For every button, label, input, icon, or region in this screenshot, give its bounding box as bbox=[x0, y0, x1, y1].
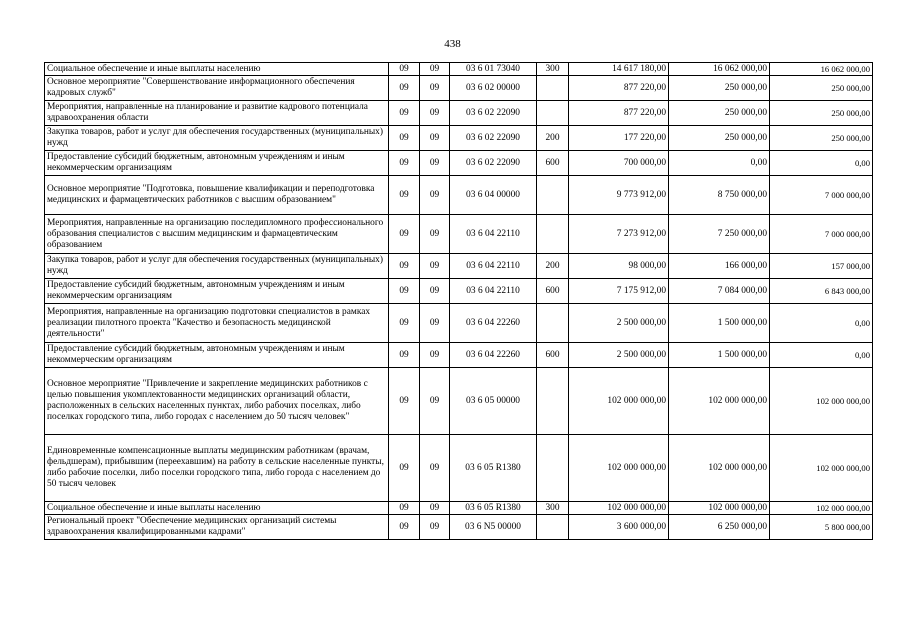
table-row bbox=[45, 254, 873, 279]
row-expense-type-cell: 200 bbox=[537, 126, 569, 151]
row-sum-3-cell: 250 000,00 bbox=[770, 76, 873, 101]
table-row bbox=[45, 215, 873, 254]
row-sum-3-cell: 0,00 bbox=[770, 304, 873, 343]
budget-table bbox=[44, 62, 873, 540]
table-row bbox=[45, 515, 873, 540]
row-expense-type-cell: 200 bbox=[537, 254, 569, 279]
row-target-article-cell: 03 6 04 22260 bbox=[450, 304, 537, 343]
row-sum-3-cell: 7 000 000,00 bbox=[770, 176, 873, 215]
table-row bbox=[45, 151, 873, 176]
row-section-cell: 09 bbox=[389, 502, 420, 515]
row-target-article-cell: 03 6 02 22090 bbox=[450, 101, 537, 126]
row-sum-1-cell: 98 000,00 bbox=[569, 254, 669, 279]
row-sum-3-cell: 102 000 000,00 bbox=[770, 435, 873, 502]
row-name-cell: Предоставление субсидий бюджетным, автономным учреждениям и иным некоммерческим организациям bbox=[45, 151, 389, 176]
row-sum-3-cell: 7 000 000,00 bbox=[770, 215, 873, 254]
table-body bbox=[45, 63, 873, 540]
row-subsection-cell: 09 bbox=[420, 176, 450, 215]
row-section-cell: 09 bbox=[389, 101, 420, 126]
row-sum-1-cell: 14 617 180,00 bbox=[569, 63, 669, 76]
row-sum-1-cell: 3 600 000,00 bbox=[569, 515, 669, 540]
row-sum-3-cell: 102 000 000,00 bbox=[770, 368, 873, 435]
table-row bbox=[45, 76, 873, 101]
row-expense-type-cell bbox=[537, 515, 569, 540]
row-subsection-cell: 09 bbox=[420, 515, 450, 540]
row-subsection-cell: 09 bbox=[420, 76, 450, 101]
row-sum-3-cell: 102 000 000,00 bbox=[770, 502, 873, 515]
row-target-article-cell: 03 6 04 22110 bbox=[450, 279, 537, 304]
row-sum-1-cell: 102 000 000,00 bbox=[569, 368, 669, 435]
row-name-cell: Мероприятия, направленные на планирование и развитие кадрового потенциала здравоохранения области bbox=[45, 101, 389, 126]
row-name-cell: Мероприятия, направленные на организацию последипломного профессионального образования специалистов с высшим медицинским и фармацевтическим образованием bbox=[45, 215, 389, 254]
row-sum-3-cell: 5 800 000,00 bbox=[770, 515, 873, 540]
row-target-article-cell: 03 6 02 22090 bbox=[450, 126, 537, 151]
row-subsection-cell: 09 bbox=[420, 502, 450, 515]
row-target-article-cell: 03 6 02 00000 bbox=[450, 76, 537, 101]
row-sum-3-cell: 250 000,00 bbox=[770, 101, 873, 126]
table-row bbox=[45, 368, 873, 435]
row-target-article-cell: 03 6 01 73040 bbox=[450, 63, 537, 76]
table-row bbox=[45, 279, 873, 304]
row-subsection-cell: 09 bbox=[420, 279, 450, 304]
row-subsection-cell: 09 bbox=[420, 343, 450, 368]
row-name-cell: Основное мероприятие "Подготовка, повышение квалификации и переподготовка медицинских и фармацевтических работников с высшим образованием" bbox=[45, 176, 389, 215]
row-sum-2-cell: 166 000,00 bbox=[669, 254, 770, 279]
row-sum-2-cell: 16 062 000,00 bbox=[669, 63, 770, 76]
row-name-cell: Мероприятия, направленные на организацию подготовки специалистов в рамках реализации пилотного проекта "Качество и безопасность медицинской деятельности" bbox=[45, 304, 389, 343]
row-sum-2-cell: 7 084 000,00 bbox=[669, 279, 770, 304]
table-row bbox=[45, 343, 873, 368]
row-target-article-cell: 03 6 04 22110 bbox=[450, 215, 537, 254]
row-sum-3-cell: 0,00 bbox=[770, 151, 873, 176]
table-row bbox=[45, 126, 873, 151]
row-name-cell: Закупка товаров, работ и услуг для обеспечения государственных (муниципальных) нужд bbox=[45, 126, 389, 151]
row-target-article-cell: 03 6 04 22110 bbox=[450, 254, 537, 279]
row-sum-2-cell: 250 000,00 bbox=[669, 76, 770, 101]
row-target-article-cell: 03 6 05 R1380 bbox=[450, 435, 537, 502]
row-sum-2-cell: 102 000 000,00 bbox=[669, 368, 770, 435]
row-expense-type-cell bbox=[537, 176, 569, 215]
row-sum-1-cell: 9 773 912,00 bbox=[569, 176, 669, 215]
row-sum-1-cell: 877 220,00 bbox=[569, 101, 669, 126]
row-expense-type-cell: 300 bbox=[537, 502, 569, 515]
row-sum-3-cell: 16 062 000,00 bbox=[770, 63, 873, 76]
row-sum-1-cell: 700 000,00 bbox=[569, 151, 669, 176]
row-section-cell: 09 bbox=[389, 343, 420, 368]
row-sum-3-cell: 0,00 bbox=[770, 343, 873, 368]
row-sum-3-cell: 157 000,00 bbox=[770, 254, 873, 279]
row-sum-2-cell: 6 250 000,00 bbox=[669, 515, 770, 540]
row-sum-2-cell: 1 500 000,00 bbox=[669, 304, 770, 343]
row-sum-2-cell: 102 000 000,00 bbox=[669, 435, 770, 502]
row-target-article-cell: 03 6 05 R1380 bbox=[450, 502, 537, 515]
row-section-cell: 09 bbox=[389, 254, 420, 279]
row-expense-type-cell bbox=[537, 215, 569, 254]
row-subsection-cell: 09 bbox=[420, 435, 450, 502]
row-subsection-cell: 09 bbox=[420, 254, 450, 279]
row-sum-2-cell: 8 750 000,00 bbox=[669, 176, 770, 215]
row-subsection-cell: 09 bbox=[420, 126, 450, 151]
table-row bbox=[45, 176, 873, 215]
row-target-article-cell: 03 6 04 22260 bbox=[450, 343, 537, 368]
row-name-cell: Основное мероприятие "Совершенствование информационного обеспечения кадровых служб" bbox=[45, 76, 389, 101]
row-target-article-cell: 03 6 N5 00000 bbox=[450, 515, 537, 540]
row-sum-1-cell: 102 000 000,00 bbox=[569, 435, 669, 502]
row-name-cell: Социальное обеспечение и иные выплаты населению bbox=[45, 63, 389, 76]
row-sum-2-cell: 102 000 000,00 bbox=[669, 502, 770, 515]
row-expense-type-cell: 600 bbox=[537, 343, 569, 368]
row-sum-1-cell: 7 273 912,00 bbox=[569, 215, 669, 254]
row-subsection-cell: 09 bbox=[420, 63, 450, 76]
row-sum-2-cell: 7 250 000,00 bbox=[669, 215, 770, 254]
row-expense-type-cell: 600 bbox=[537, 279, 569, 304]
row-expense-type-cell: 600 bbox=[537, 151, 569, 176]
row-sum-1-cell: 2 500 000,00 bbox=[569, 304, 669, 343]
row-name-cell: Предоставление субсидий бюджетным, автономным учреждениям и иным некоммерческим организациям bbox=[45, 343, 389, 368]
row-name-cell: Единовременные компенсационные выплаты медицинским работникам (врачам, фельдшерам), прибывшим (переехавшим) на работу в сельские населенные пункты, либо рабочие поселки, либо поселки городского типа, либо города с населением до 50 тысяч человек bbox=[45, 435, 389, 502]
row-expense-type-cell: 300 bbox=[537, 63, 569, 76]
row-section-cell: 09 bbox=[389, 151, 420, 176]
row-name-cell: Региональный проект "Обеспечение медицинских организаций системы здравоохранения квалифицированными кадрами" bbox=[45, 515, 389, 540]
row-section-cell: 09 bbox=[389, 63, 420, 76]
row-name-cell: Предоставление субсидий бюджетным, автономным учреждениям и иным некоммерческим организациям bbox=[45, 279, 389, 304]
row-target-article-cell: 03 6 05 00000 bbox=[450, 368, 537, 435]
row-sum-1-cell: 7 175 912,00 bbox=[569, 279, 669, 304]
row-sum-3-cell: 250 000,00 bbox=[770, 126, 873, 151]
row-section-cell: 09 bbox=[389, 304, 420, 343]
table-row bbox=[45, 502, 873, 515]
row-subsection-cell: 09 bbox=[420, 215, 450, 254]
row-sum-1-cell: 177 220,00 bbox=[569, 126, 669, 151]
row-sum-1-cell: 102 000 000,00 bbox=[569, 502, 669, 515]
row-section-cell: 09 bbox=[389, 76, 420, 101]
row-sum-2-cell: 250 000,00 bbox=[669, 126, 770, 151]
table-row bbox=[45, 304, 873, 343]
row-subsection-cell: 09 bbox=[420, 151, 450, 176]
row-sum-1-cell: 2 500 000,00 bbox=[569, 343, 669, 368]
row-section-cell: 09 bbox=[389, 435, 420, 502]
row-subsection-cell: 09 bbox=[420, 368, 450, 435]
row-sum-3-cell: 6 843 000,00 bbox=[770, 279, 873, 304]
row-target-article-cell: 03 6 04 00000 bbox=[450, 176, 537, 215]
row-section-cell: 09 bbox=[389, 126, 420, 151]
table-row bbox=[45, 101, 873, 126]
row-name-cell: Закупка товаров, работ и услуг для обеспечения государственных (муниципальных) нужд bbox=[45, 254, 389, 279]
page-number: 438 bbox=[444, 38, 461, 50]
row-sum-2-cell: 1 500 000,00 bbox=[669, 343, 770, 368]
row-name-cell: Социальное обеспечение и иные выплаты населению bbox=[45, 502, 389, 515]
row-target-article-cell: 03 6 02 22090 bbox=[450, 151, 537, 176]
row-expense-type-cell bbox=[537, 76, 569, 101]
table-row bbox=[45, 435, 873, 502]
row-expense-type-cell bbox=[537, 101, 569, 126]
row-section-cell: 09 bbox=[389, 215, 420, 254]
row-section-cell: 09 bbox=[389, 176, 420, 215]
row-sum-2-cell: 0,00 bbox=[669, 151, 770, 176]
row-sum-2-cell: 250 000,00 bbox=[669, 101, 770, 126]
row-section-cell: 09 bbox=[389, 279, 420, 304]
table-row bbox=[45, 63, 873, 76]
row-expense-type-cell bbox=[537, 304, 569, 343]
row-sum-1-cell: 877 220,00 bbox=[569, 76, 669, 101]
row-section-cell: 09 bbox=[389, 368, 420, 435]
row-section-cell: 09 bbox=[389, 515, 420, 540]
row-subsection-cell: 09 bbox=[420, 304, 450, 343]
row-name-cell: Основное мероприятие "Привлечение и закрепление медицинских работников с целью повышения укомплектованности медицинских организаций области, расположенных в сельских населенных пунктах, либо рабочих поселках, либо поселках городского типа, либо городах с населением до 50 тысяч человек" bbox=[45, 368, 389, 435]
row-expense-type-cell bbox=[537, 368, 569, 435]
row-subsection-cell: 09 bbox=[420, 101, 450, 126]
row-expense-type-cell bbox=[537, 435, 569, 502]
